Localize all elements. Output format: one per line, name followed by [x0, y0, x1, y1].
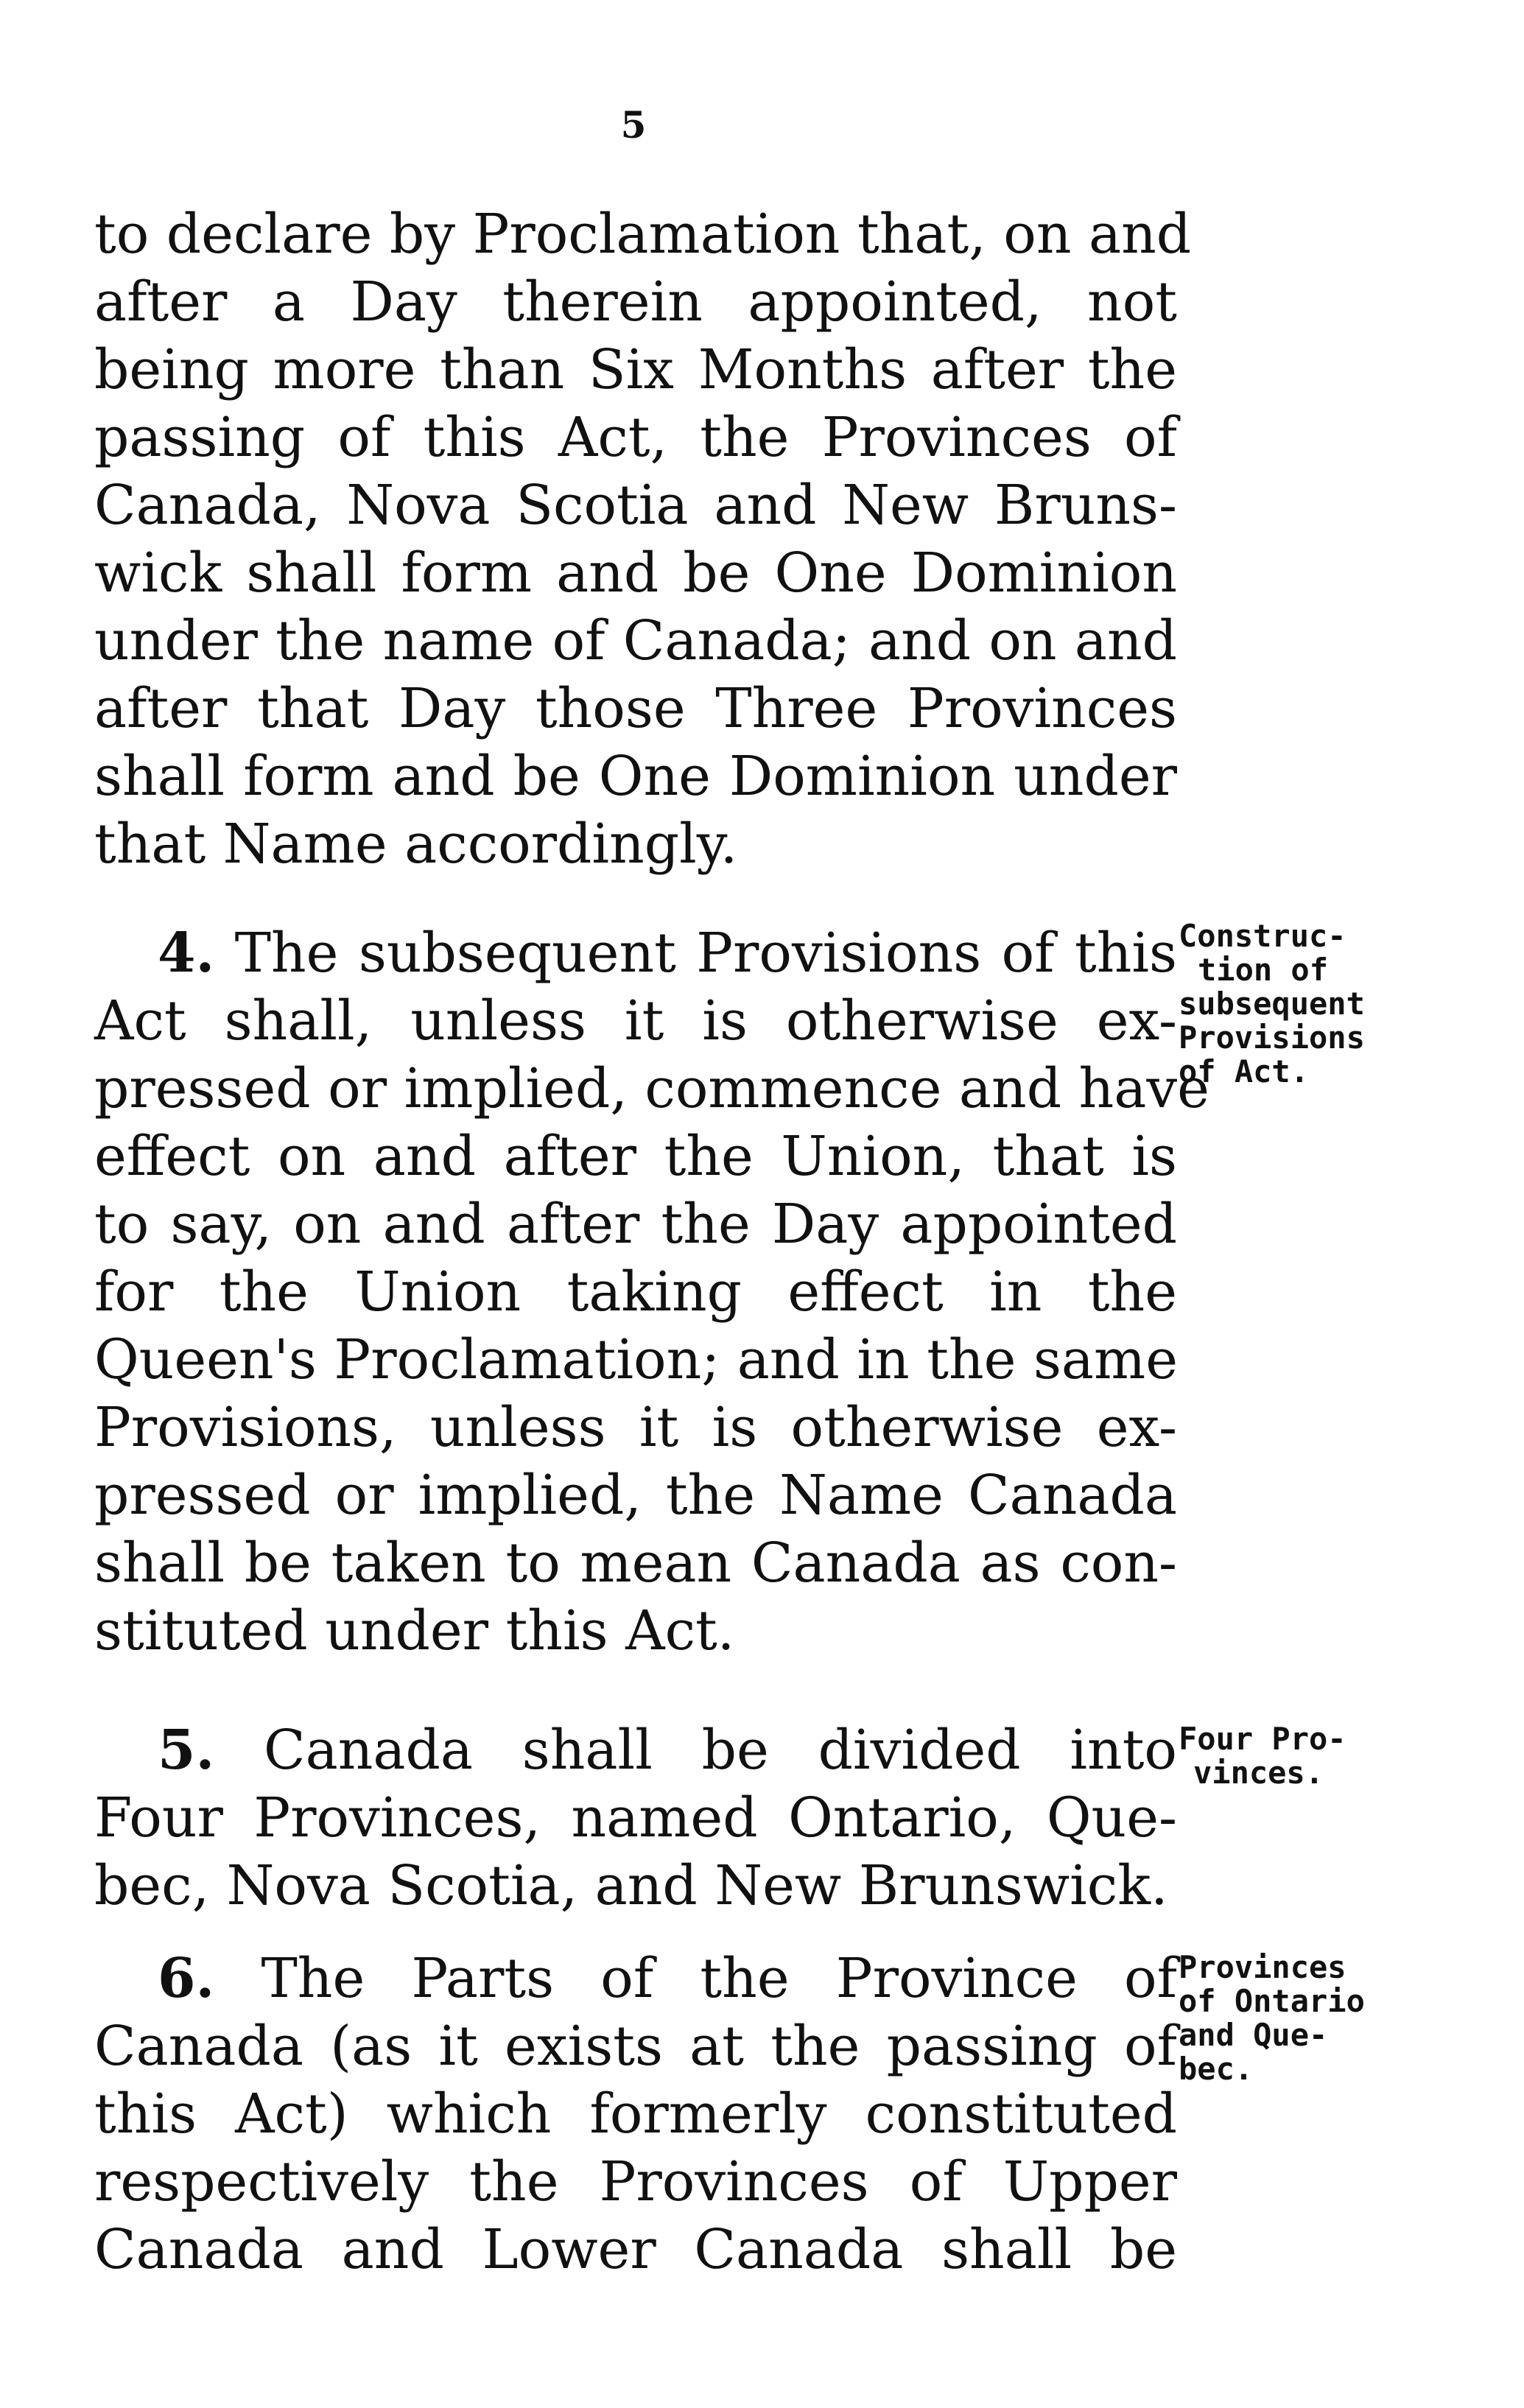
section-text: The subsequent Provisions of this: [234, 922, 1177, 985]
text-line: after a Day therein appointed, not: [94, 270, 1177, 334]
marginal-note-section-5: [1179, 1722, 1346, 1790]
note-line: Construc-: [1179, 918, 1346, 954]
text-line: pressed or implied, commence and have: [94, 1057, 1209, 1120]
text-line: shall be taken to mean Canada as con-: [94, 1531, 1177, 1595]
section-number: 4.: [158, 922, 215, 985]
note-line: and Que-: [1179, 2017, 1328, 2053]
note-line: Provisions: [1179, 1019, 1365, 1056]
text-line: to say, on and after the Day appointed: [94, 1193, 1177, 1256]
section-5: [94, 1716, 1177, 1920]
marginal-note-section-6: [1179, 1951, 1365, 2086]
section-number: 6.: [158, 1947, 215, 2010]
text-line: [94, 1716, 1177, 1784]
text-line: effect on and after the Union, that is: [94, 1125, 1177, 1188]
note-line: of Act.: [1179, 1053, 1310, 1089]
note-line: bec.: [1179, 2051, 1254, 2087]
section-text: Canada shall be divided into: [264, 1719, 1177, 1782]
section-4: [94, 919, 1209, 1665]
text-line: [94, 1945, 1177, 2012]
text-line: after that Day those Three Provinces: [94, 677, 1177, 740]
text-line: under the name of Canada; and on and: [94, 609, 1177, 673]
text-line: Provisions, unless it is otherwise ex-: [94, 1396, 1177, 1459]
text-line: wick shall form and be One Dominion: [94, 541, 1177, 605]
section-number: 5.: [158, 1719, 215, 1782]
text-line: [94, 919, 1177, 987]
section-6: [94, 1945, 1177, 2284]
text-line: Four Provinces, named Ontario, Que-: [94, 1786, 1177, 1850]
text-line: stituted under this Act.: [94, 1599, 735, 1663]
text-line: to declare by Proclamation that, on and: [94, 203, 1192, 266]
text-line: respectively the Provinces of Upper: [94, 2150, 1177, 2214]
text-line: Act shall, unless it is otherwise ex-: [94, 989, 1177, 1053]
text-line: bec, Nova Scotia, and New Brunswick.: [94, 1854, 1168, 1917]
note-line: Four Pro-: [1179, 1721, 1346, 1757]
marginal-note-section-4: [1179, 919, 1365, 1089]
page-number: 5: [620, 103, 647, 147]
text-line: that Name accordingly.: [94, 812, 738, 876]
note-line: Provinces: [1179, 1949, 1346, 1985]
paragraph-continued: [94, 200, 1192, 878]
text-line: Queen's Proclamation; and in the same: [94, 1328, 1179, 1391]
note-line: tion of: [1198, 952, 1329, 988]
note-line: vinces.: [1193, 1755, 1324, 1791]
section-text: The Parts of the Province of: [261, 1947, 1177, 2010]
text-line: for the Union taking effect in the: [94, 1260, 1177, 1324]
text-line: shall form and be One Dominion under: [94, 745, 1177, 808]
text-line: this Act) which formerly constituted: [94, 2082, 1177, 2146]
text-line: being more than Six Months after the: [94, 338, 1177, 401]
text-line: Canada (as it exists at the passing of: [94, 2015, 1177, 2078]
text-line: Canada and Lower Canada shall be: [94, 2218, 1177, 2281]
note-line: of Ontario: [1179, 1983, 1365, 2019]
note-line: subsequent: [1179, 986, 1365, 1022]
text-line: Canada, Nova Scotia and New Bruns-: [94, 474, 1177, 537]
text-line: pressed or implied, the Name Canada: [94, 1464, 1177, 1527]
text-line: passing of this Act, the Provinces of: [94, 406, 1177, 469]
